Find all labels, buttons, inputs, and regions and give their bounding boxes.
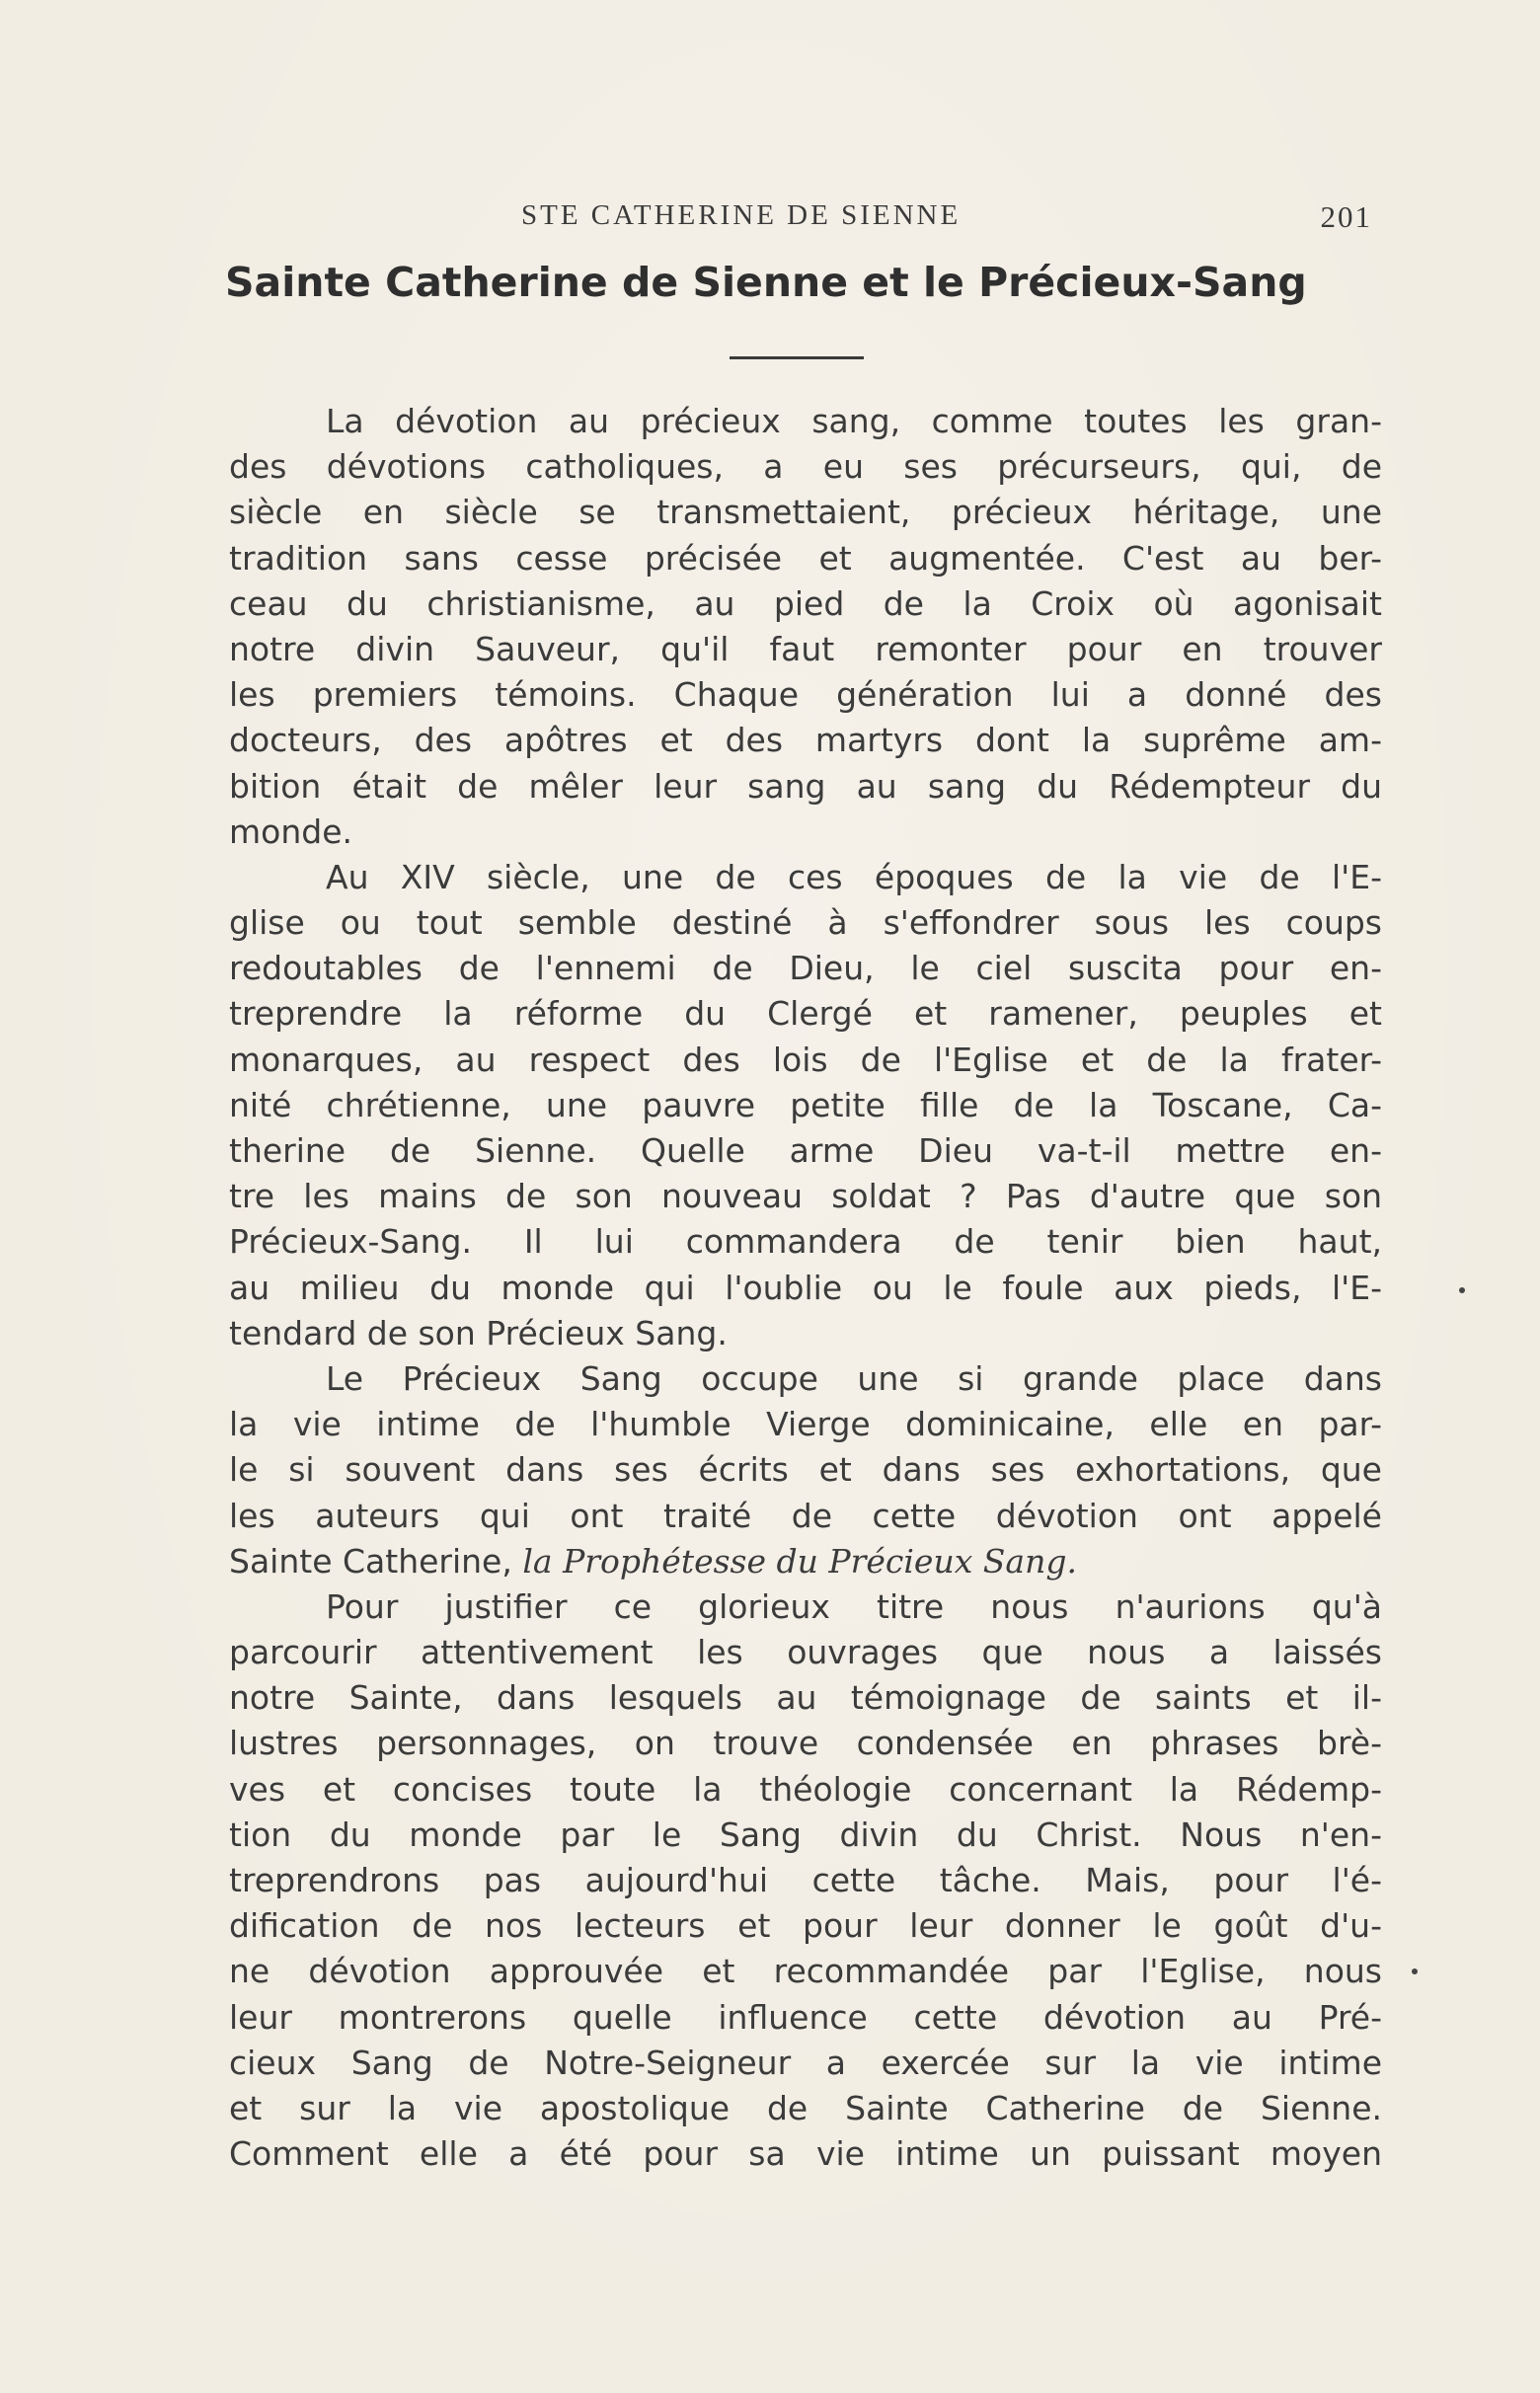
text-line: tre les mains de son nouveau soldat ? Pas d'autre que son	[229, 1177, 1382, 1216]
margin-dot	[1459, 1287, 1465, 1293]
running-head	[225, 199, 1382, 243]
text-line: parcourir attentivement les ouvrages que nous a laissés	[229, 1633, 1382, 1672]
text-line: dification de nos lecteurs et pour leur donner le goût d'u-	[229, 1906, 1382, 1946]
text-line: cieux Sang de Notre-Seigneur a exercée sur la vie intime	[229, 2043, 1382, 2082]
text-line: tradition sans cesse précisée et augmentée. C'est au ber-	[229, 538, 1382, 578]
text-line: Au XIV siècle, une de ces époques de la vie de l'E-	[326, 857, 1382, 896]
text-line: redoutables de l'ennemi de Dieu, le ciel suscita pour en-	[229, 949, 1382, 988]
text-segment: Sainte Catherine,	[229, 1541, 512, 1581]
text-line: Le Précieux Sang occupe une si grande place dans	[326, 1358, 1382, 1398]
text-line: ceau du christianisme, au pied de la Croix où agonisait	[229, 583, 1382, 623]
text-line: docteurs, des apôtres et des martyrs dont la suprême am-	[229, 721, 1382, 760]
text-line: treprendrons pas aujourd'hui cette tâche. Mais, pour l'é-	[229, 1861, 1382, 1899]
body-text	[229, 399, 1382, 2177]
text-line: monde.	[229, 811, 352, 851]
text-line: nité chrétienne, une pauvre petite fille de la Toscane, Ca-	[229, 1085, 1382, 1124]
text-line: therine de Sienne. Quelle arme Dieu va-t-il mettre en-	[229, 1131, 1382, 1170]
text-line: glise ou tout semble destiné à s'effondrer sous les coups	[229, 903, 1382, 943]
text-line: monarques, au respect des lois de l'Eglise et de la frater-	[229, 1040, 1382, 1079]
text-line: ves et concises toute la théologie concernant la Rédemp-	[229, 1769, 1382, 1809]
text-line: au milieu du monde qui l'oublie ou le foule aux pieds, l'E-	[229, 1268, 1382, 1307]
text-line: La dévotion au précieux sang, comme toutes les gran-	[326, 402, 1382, 440]
chapter-title: Sainte Catherine de Sienne et le Précieux-Sang	[225, 259, 1307, 306]
text-line: et sur la vie apostolique de Sainte Catherine de Sienne.	[229, 2088, 1382, 2127]
margin-dot	[1412, 1968, 1418, 1974]
text-line: Précieux-Sang. Il lui commandera de tenir bien haut,	[229, 1222, 1382, 1262]
text-line-with-italic	[229, 1539, 1382, 1584]
text-line: leur montrerons quelle influence cette dévotion au Pré-	[229, 1997, 1382, 2037]
text-line: Comment elle a été pour sa vie intime un puissant moyen	[229, 2134, 1382, 2174]
running-title: STE CATHERINE DE SIENNE	[521, 199, 962, 231]
text-line: les premiers témoins. Chaque génération lui a donné des	[229, 675, 1382, 715]
text-line: le si souvent dans ses écrits et dans ses exhortations, que	[229, 1450, 1382, 1490]
text-line: siècle en siècle se transmettaient, précieux héritage, une	[229, 493, 1382, 532]
text-line: les auteurs qui ont traité de cette dévotion ont appelé	[229, 1496, 1382, 1535]
text-line: notre Sainte, dans lesquels au témoignage de saints et il-	[229, 1678, 1382, 1718]
text-line: notre divin Sauveur, qu'il faut remonter pour en trouver	[229, 629, 1382, 668]
text-line: treprendre la réforme du Clergé et ramener, peuples et	[229, 994, 1382, 1034]
page-number: 201	[1320, 199, 1372, 234]
text-line: des dévotions catholiques, a eu ses précurseurs, qui, de	[229, 447, 1382, 487]
text-line: tendard de son Précieux Sang.	[229, 1313, 728, 1352]
text-line: bition était de mêler leur sang au sang du Rédempteur du	[229, 766, 1382, 806]
text-line: ne dévotion approuvée et recommandée par l'Eglise, nous	[229, 1952, 1382, 1991]
title-rule	[730, 356, 864, 359]
text-line: tion du monde par le Sang divin du Christ. Nous n'en-	[229, 1814, 1382, 1854]
text-line: la vie intime de l'humble Vierge dominicaine, elle en par-	[229, 1405, 1382, 1444]
text-line: lustres personnages, on trouve condensée en phrases brè-	[229, 1724, 1382, 1763]
italic-title-phrase: la Prophétesse du Précieux Sang.	[522, 1541, 1077, 1581]
text-line: Pour justifier ce glorieux titre nous n'aurions qu'à	[326, 1586, 1382, 1626]
